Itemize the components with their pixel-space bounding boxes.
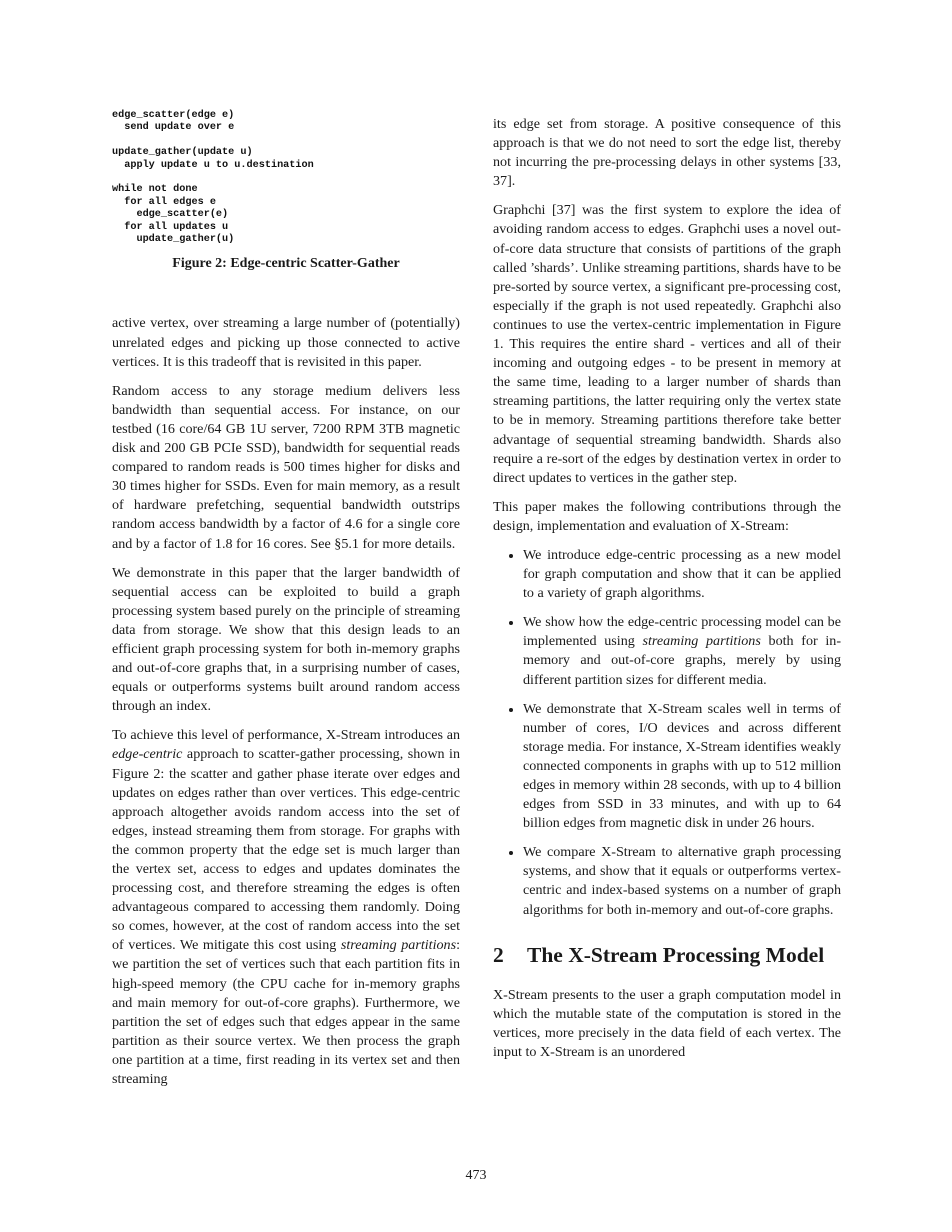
section-number: 2 [493, 942, 504, 967]
paragraph: We demonstrate in this paper that the larger bandwidth of sequential access can be exploited to build a graph processing system based purely on the principle of streaming data from storage. We show that this design leads to an efficient graph processing system for both in-memory graphs and out-of-core graphs that, in a surprising number of cases, equals or outperforms systems built around random access through an index. [112, 564, 460, 715]
paragraph: X-Stream presents to the user a graph computation model in which the mutable state of the computation is stored in the vertices, more precisely in the data field of each vertex. The input to X-Stream is an unordered [493, 986, 841, 1060]
list-item: • We introduce edge-centric processing as a new model for graph computation and show that it can be applied to a variety of graph algorithms. [523, 546, 841, 603]
paragraph: Random access to any storage medium delivers less bandwidth than sequential access. For instance, on our testbed (16 core/64 GB 1U server, 7200 RPM 3TB magnetic disk and 200 GB PCIe SSD), bandwidth for sequential reads compared to random reads is 500 times higher for disks and 30 times higher for SSDs. Even for main memory, as a result of hardware prefetching, sequential bandwidth outstrips random access bandwidth by a factor of 4.6 for a single core and by a factor of 1.8 for 16 cores. See §5.1 for more details. [112, 382, 460, 552]
paragraph: To achieve this level of performance, X-Stream introduces an edge-centric approach to scatter-gather processing, shown in Figure 2: the scatter and gather phase iterate over edges and updates on edges rather than over vertices. This edge-centric approach altogether avoids random access into the set of edges, instead streaming them from storage. For graphs with the common property that the edge set is much larger than the vertex set, access to edges and updates dominates the processing cost, and therefore streaming the edges is often advantageous compared to accessing them randomly. Doing so comes, however, at the cost of random access into the set of vertices. We mitigate this cost using streaming partitions: we partition the set of vertices such that each partition fits in high-speed memory (the CPU cache for in-memory graphs and main memory for out-of-core graphs). Furthermore, we partition the set of edges such that edges appear in the same partition as their source vertex. We then process the graph one partition at a time, first reading in its vertex set and then streaming [112, 727, 460, 1088]
left-column [112, 110, 460, 1099]
emphasis: streaming partitions [642, 633, 761, 650]
section-title: The X-Stream Processing Model [527, 942, 825, 967]
figure-caption: Figure 2: Edge-centric Scatter-Gather [172, 256, 400, 272]
page-number: 473 [465, 1168, 487, 1183]
paragraph: active vertex, over streaming a large number of (potentially) unrelated edges and picking up those connected to active vertices. It is this tradeoff that is revisited in this paper. [112, 315, 460, 370]
paragraph: This paper makes the following contributions through the design, implementation and evaluation of X-Stream: [493, 498, 841, 534]
paragraph: its edge set from storage. A positive consequence of this approach is that we do not need to sort the edge list, thereby not incurring the pre-processing delays in other systems [33, 37]. [493, 116, 841, 190]
code-listing: edge_scatter(edge e) send update over e update_gather(update u) apply update u to u.destination while not done for all edges e edge_scatter(e) for all updates u update_gather(u) [112, 110, 314, 246]
section-heading [493, 942, 841, 968]
emphasis: streaming partitions [340, 937, 457, 954]
contributions-list [493, 546, 841, 920]
list-item: • We show how the edge-centric processing model can be implemented using streaming partitions both for in-memory and out-of-core graphs, merely by using different partition sizes for different media. [523, 613, 841, 689]
emphasis: edge-centric [112, 746, 183, 763]
right-column [493, 115, 841, 1072]
list-item: • We compare X-Stream to alternative graph processing systems, and show that it equals or outperforms vertex-centric and index-based systems on a number of graph algorithms for both in-memory and out-of-core graphs. [523, 843, 841, 919]
paragraph: Graphchi [37] was the first system to explore the idea of avoiding random access to edges. Graphchi uses a novel out-of-core data structure that consists of partitions of the graph called ’shards’. Unlike streaming partitions, shards have to be pre-sorted by source vertex, a significant pre-processing cost, especially if the graph is not used repeatedly. Graphchi also continues to use the vertex-centric implementation in Figure 1. This requires the entire shard - vertices and all of their incoming and outgoing edges - to be present in memory at the same time, leading to a larger number of shards than streaming partitions, the latter requiring only the vertex state to be in memory. Streaming partitions therefore take better advantage of sequential streaming bandwidth. Shards also require a re-sort of the edges by destination vertex in order to direct updates to vertices in the gather step. [493, 202, 841, 486]
list-item: • We demonstrate that X-Stream scales well in terms of number of cores, I/O devices and across different storage media. For instance, X-Stream identifies weakly connected components in graphs with up to 512 million edges in memory within 28 seconds, with up to 4 billion edges from SSD in 33 minutes, and with up to 64 billion edges from magnetic disk in under 26 hours. [523, 700, 841, 834]
